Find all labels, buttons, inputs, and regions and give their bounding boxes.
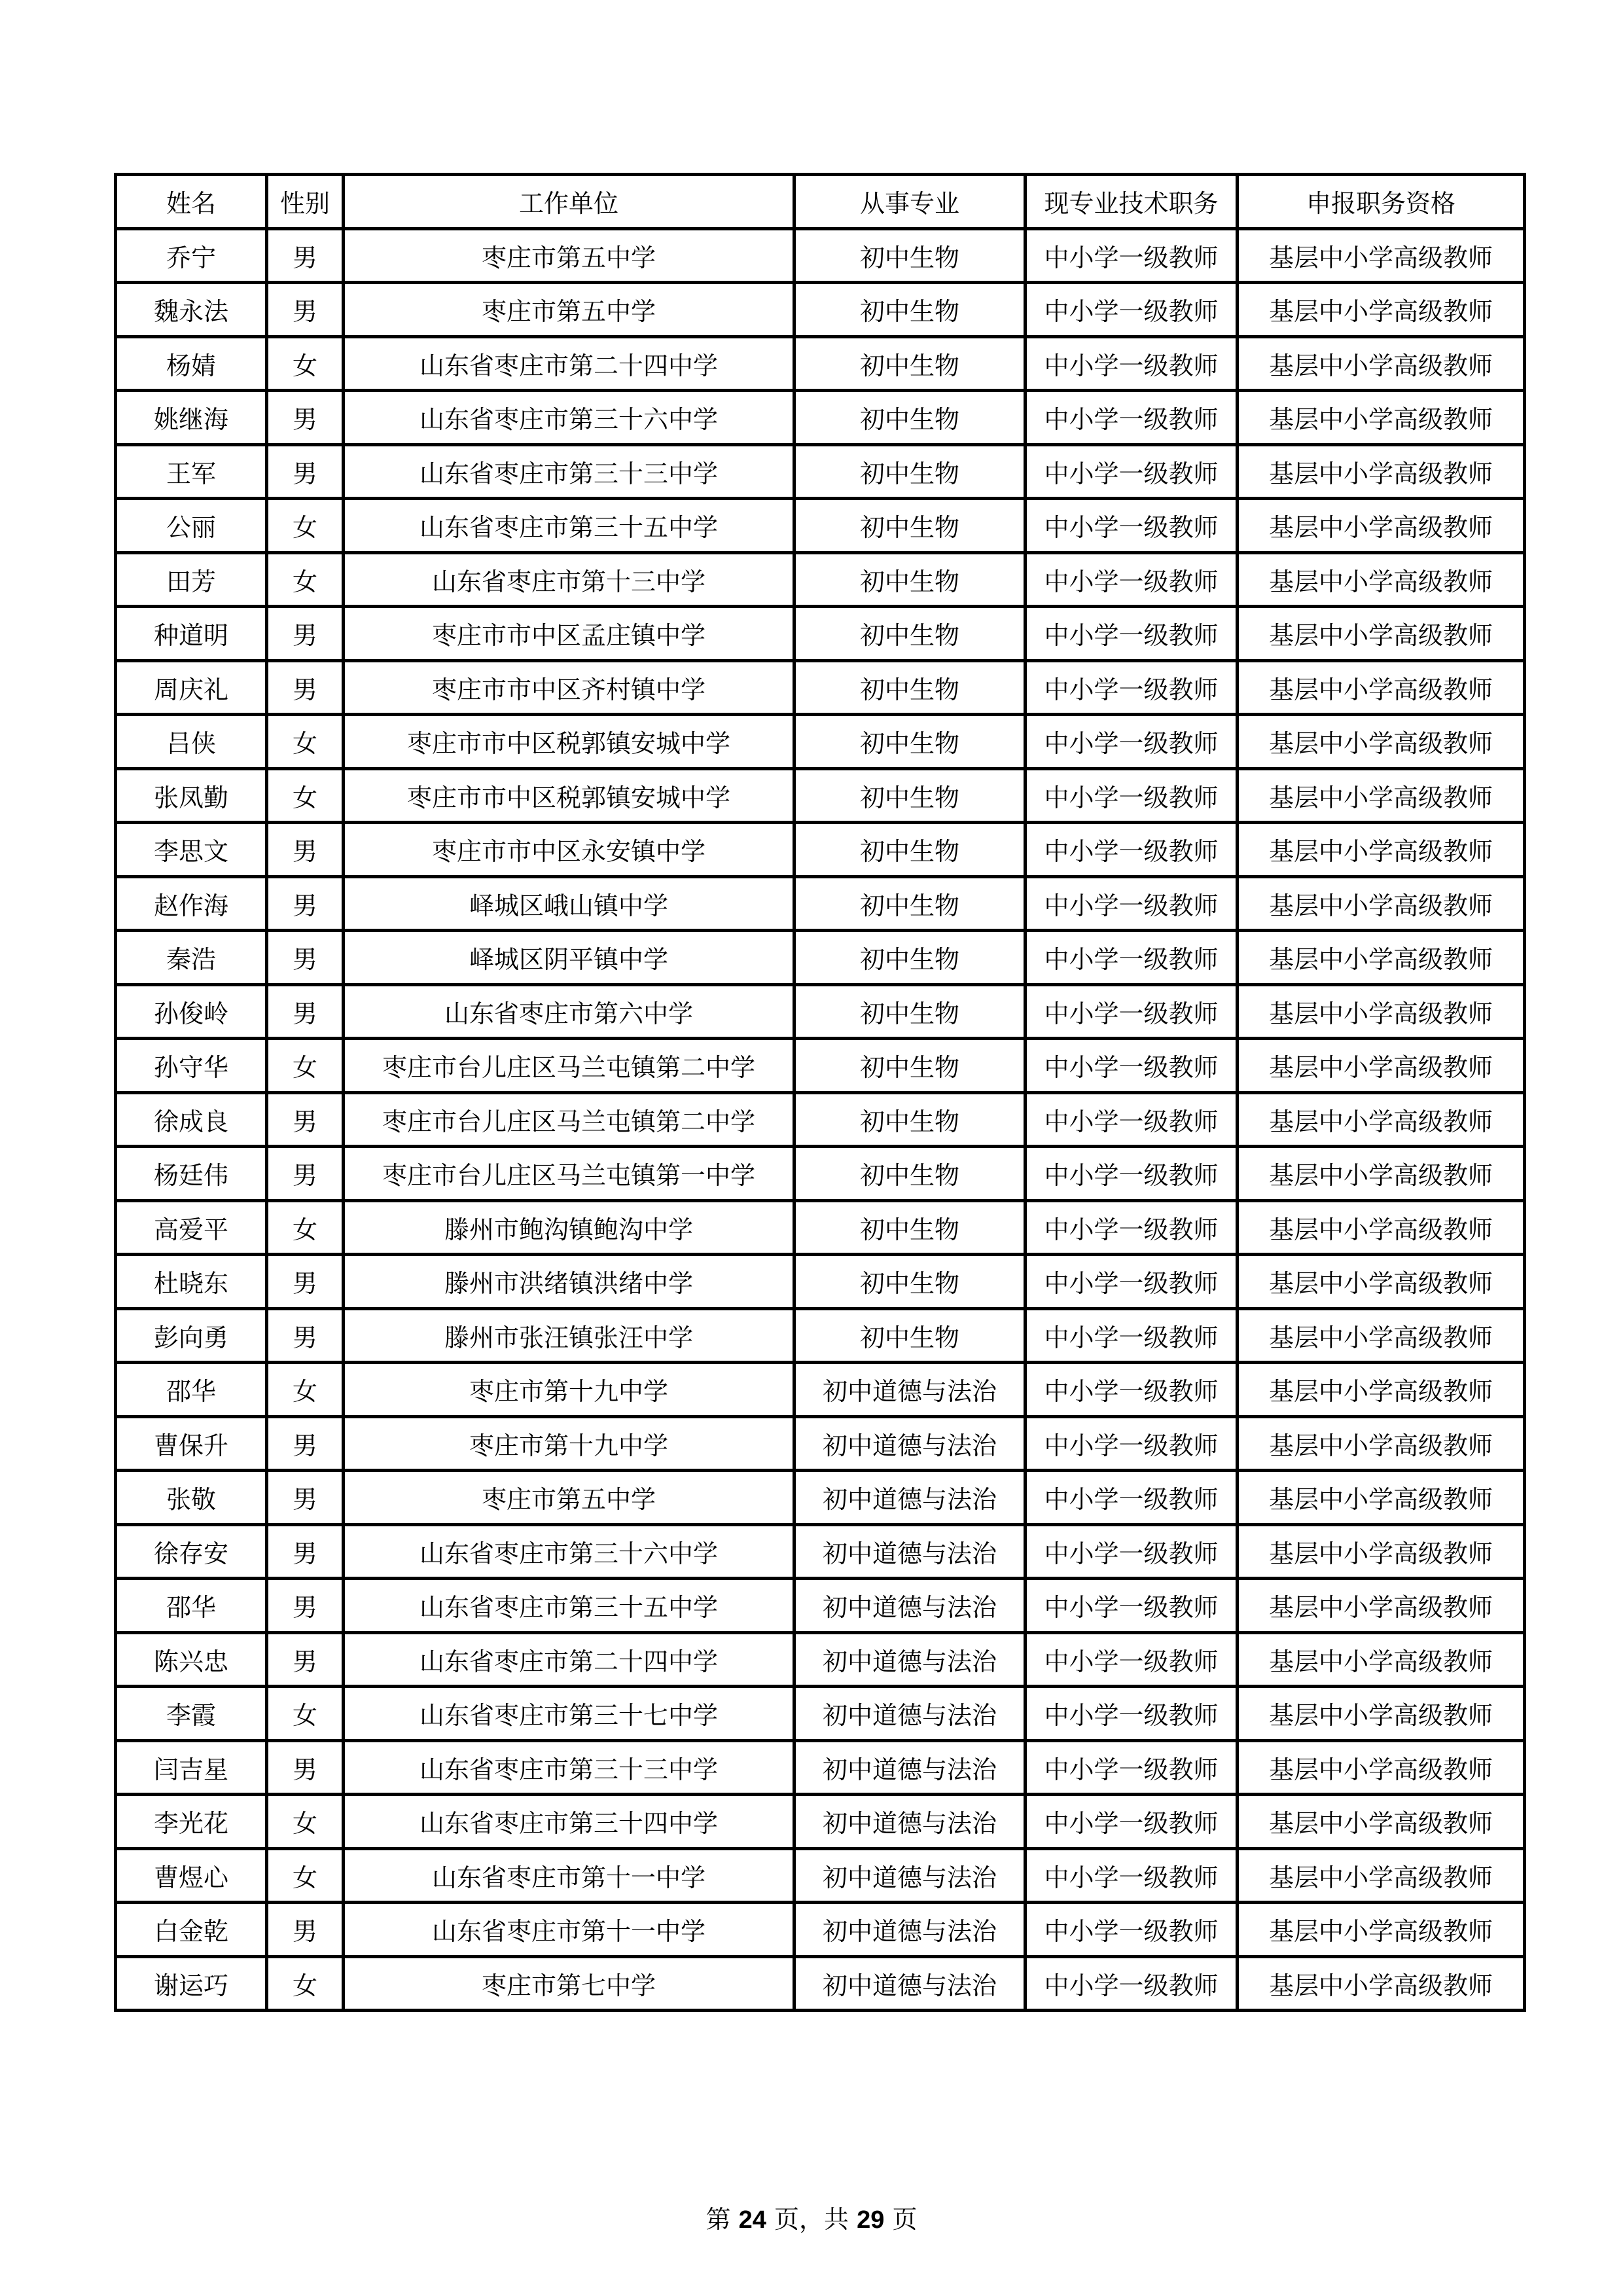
cell-name: 邵华: [116, 1363, 267, 1417]
table-row: [116, 1687, 1525, 1741]
header-specialty: 从事专业: [794, 175, 1026, 229]
footer-suffix: 页: [892, 2205, 918, 2234]
cell-gender: 女: [267, 1363, 344, 1417]
cell-applied-qualification: 基层中小学高级教师: [1238, 1363, 1525, 1417]
cell-gender: 女: [267, 1848, 344, 1903]
cell-current-title: 中小学一级教师: [1026, 1363, 1238, 1417]
table-row: [116, 552, 1525, 607]
page-footer: [0, 2199, 1623, 2235]
cell-current-title: 中小学一级教师: [1026, 499, 1238, 553]
cell-current-title: 中小学一级教师: [1026, 1308, 1238, 1363]
cell-work-unit: 山东省枣庄市第二十四中学: [344, 1632, 794, 1687]
table-row: [116, 1795, 1525, 1849]
cell-applied-qualification: 基层中小学高级教师: [1238, 1740, 1525, 1795]
cell-specialty: 初中道德与法治: [794, 1524, 1026, 1579]
cell-name: 杨婧: [116, 336, 267, 391]
cell-name: 周庆礼: [116, 660, 267, 715]
table-row: [116, 391, 1525, 445]
cell-current-title: 中小学一级教师: [1026, 1848, 1238, 1903]
cell-gender: 女: [267, 1200, 344, 1255]
cell-work-unit: 滕州市鲍沟镇鲍沟中学: [344, 1200, 794, 1255]
cell-applied-qualification: 基层中小学高级教师: [1238, 1147, 1525, 1201]
cell-name: 曹保升: [116, 1416, 267, 1471]
cell-specialty: 初中生物: [794, 552, 1026, 607]
cell-name: 种道明: [116, 607, 267, 661]
cell-name: 魏永法: [116, 283, 267, 337]
cell-applied-qualification: 基层中小学高级教师: [1238, 1579, 1525, 1633]
cell-name: 吕侠: [116, 715, 267, 769]
cell-applied-qualification: 基层中小学高级教师: [1238, 336, 1525, 391]
cell-work-unit: 枣庄市台儿庄区马兰屯镇第二中学: [344, 1039, 794, 1093]
cell-gender: 男: [267, 444, 344, 499]
table-row: [116, 1255, 1525, 1309]
table-row: [116, 336, 1525, 391]
cell-gender: 女: [267, 1956, 344, 2011]
cell-name: 邵华: [116, 1579, 267, 1633]
cell-name: 公丽: [116, 499, 267, 553]
cell-work-unit: 枣庄市市中区税郭镇安城中学: [344, 715, 794, 769]
cell-gender: 女: [267, 1795, 344, 1849]
cell-gender: 男: [267, 1524, 344, 1579]
cell-current-title: 中小学一级教师: [1026, 931, 1238, 985]
cell-name: 高爱平: [116, 1200, 267, 1255]
cell-work-unit: 山东省枣庄市第三十六中学: [344, 391, 794, 445]
cell-gender: 男: [267, 1092, 344, 1147]
cell-applied-qualification: 基层中小学高级教师: [1238, 283, 1525, 337]
cell-applied-qualification: 基层中小学高级教师: [1238, 984, 1525, 1039]
cell-current-title: 中小学一级教师: [1026, 715, 1238, 769]
cell-name: 陈兴忠: [116, 1632, 267, 1687]
cell-specialty: 初中生物: [794, 1039, 1026, 1093]
cell-current-title: 中小学一级教师: [1026, 1471, 1238, 1525]
cell-specialty: 初中道德与法治: [794, 1579, 1026, 1633]
cell-current-title: 中小学一级教师: [1026, 1092, 1238, 1147]
table-row: [116, 1147, 1525, 1201]
cell-work-unit: 山东省枣庄市第三十五中学: [344, 499, 794, 553]
cell-work-unit: 山东省枣庄市第三十六中学: [344, 1524, 794, 1579]
cell-specialty: 初中生物: [794, 876, 1026, 931]
cell-specialty: 初中道德与法治: [794, 1687, 1026, 1741]
cell-work-unit: 山东省枣庄市第十一中学: [344, 1903, 794, 1957]
cell-current-title: 中小学一级教师: [1026, 1416, 1238, 1471]
cell-work-unit: 山东省枣庄市第三十四中学: [344, 1795, 794, 1849]
cell-work-unit: 山东省枣庄市第十一中学: [344, 1848, 794, 1903]
cell-gender: 男: [267, 931, 344, 985]
cell-work-unit: 滕州市洪绪镇洪绪中学: [344, 1255, 794, 1309]
cell-specialty: 初中生物: [794, 607, 1026, 661]
cell-applied-qualification: 基层中小学高级教师: [1238, 1632, 1525, 1687]
cell-specialty: 初中生物: [794, 1147, 1026, 1201]
table-row: [116, 1848, 1525, 1903]
cell-current-title: 中小学一级教师: [1026, 1200, 1238, 1255]
cell-work-unit: 枣庄市市中区孟庄镇中学: [344, 607, 794, 661]
table-row: [116, 1308, 1525, 1363]
cell-work-unit: 枣庄市市中区税郭镇安城中学: [344, 768, 794, 823]
cell-applied-qualification: 基层中小学高级教师: [1238, 1956, 1525, 2011]
cell-applied-qualification: 基层中小学高级教师: [1238, 1524, 1525, 1579]
cell-specialty: 初中道德与法治: [794, 1740, 1026, 1795]
cell-gender: 男: [267, 1308, 344, 1363]
cell-name: 李光花: [116, 1795, 267, 1849]
cell-current-title: 中小学一级教师: [1026, 391, 1238, 445]
table-row: [116, 1363, 1525, 1417]
cell-current-title: 中小学一级教师: [1026, 607, 1238, 661]
cell-gender: 女: [267, 336, 344, 391]
cell-work-unit: 枣庄市第十九中学: [344, 1416, 794, 1471]
cell-specialty: 初中生物: [794, 499, 1026, 553]
cell-current-title: 中小学一级教师: [1026, 1687, 1238, 1741]
cell-specialty: 初中生物: [794, 444, 1026, 499]
table-row: [116, 283, 1525, 337]
cell-gender: 男: [267, 823, 344, 877]
cell-gender: 男: [267, 984, 344, 1039]
cell-current-title: 中小学一级教师: [1026, 768, 1238, 823]
cell-gender: 男: [267, 1740, 344, 1795]
cell-current-title: 中小学一级教师: [1026, 876, 1238, 931]
cell-gender: 男: [267, 1471, 344, 1525]
cell-name: 闫吉星: [116, 1740, 267, 1795]
cell-gender: 女: [267, 1687, 344, 1741]
cell-gender: 男: [267, 1147, 344, 1201]
cell-name: 曹煜心: [116, 1848, 267, 1903]
cell-specialty: 初中生物: [794, 1092, 1026, 1147]
cell-specialty: 初中生物: [794, 228, 1026, 283]
cell-current-title: 中小学一级教师: [1026, 1903, 1238, 1957]
header-name: 姓名: [116, 175, 267, 229]
table-row: [116, 1471, 1525, 1525]
cell-work-unit: 山东省枣庄市第六中学: [344, 984, 794, 1039]
cell-name: 徐存安: [116, 1524, 267, 1579]
cell-applied-qualification: 基层中小学高级教师: [1238, 552, 1525, 607]
cell-name: 赵作海: [116, 876, 267, 931]
cell-applied-qualification: 基层中小学高级教师: [1238, 1092, 1525, 1147]
cell-applied-qualification: 基层中小学高级教师: [1238, 1903, 1525, 1957]
cell-applied-qualification: 基层中小学高级教师: [1238, 876, 1525, 931]
cell-name: 徐成良: [116, 1092, 267, 1147]
cell-name: 张凤勤: [116, 768, 267, 823]
table-row: [116, 607, 1525, 661]
cell-gender: 男: [267, 1632, 344, 1687]
cell-specialty: 初中道德与法治: [794, 1632, 1026, 1687]
cell-applied-qualification: 基层中小学高级教师: [1238, 499, 1525, 553]
table-row: [116, 1956, 1525, 2011]
cell-name: 孙俊岭: [116, 984, 267, 1039]
cell-work-unit: 枣庄市第七中学: [344, 1956, 794, 2011]
cell-work-unit: 枣庄市市中区齐村镇中学: [344, 660, 794, 715]
cell-work-unit: 枣庄市市中区永安镇中学: [344, 823, 794, 877]
cell-name: 张敬: [116, 1471, 267, 1525]
table-row: [116, 1039, 1525, 1093]
cell-applied-qualification: 基层中小学高级教师: [1238, 1039, 1525, 1093]
cell-gender: 女: [267, 768, 344, 823]
cell-current-title: 中小学一级教师: [1026, 1255, 1238, 1309]
cell-specialty: 初中生物: [794, 283, 1026, 337]
cell-current-title: 中小学一级教师: [1026, 1147, 1238, 1201]
cell-specialty: 初中道德与法治: [794, 1848, 1026, 1903]
cell-applied-qualification: 基层中小学高级教师: [1238, 228, 1525, 283]
cell-name: 谢运巧: [116, 1956, 267, 2011]
table-row: [116, 823, 1525, 877]
cell-applied-qualification: 基层中小学高级教师: [1238, 660, 1525, 715]
cell-applied-qualification: 基层中小学高级教师: [1238, 768, 1525, 823]
cell-specialty: 初中生物: [794, 336, 1026, 391]
cell-current-title: 中小学一级教师: [1026, 823, 1238, 877]
cell-current-title: 中小学一级教师: [1026, 283, 1238, 337]
table-row: [116, 984, 1525, 1039]
cell-specialty: 初中生物: [794, 391, 1026, 445]
cell-work-unit: 山东省枣庄市第三十七中学: [344, 1687, 794, 1741]
header-applied-qualification: 申报职务资格: [1238, 175, 1525, 229]
cell-applied-qualification: 基层中小学高级教师: [1238, 1848, 1525, 1903]
table-row: [116, 1903, 1525, 1957]
cell-current-title: 中小学一级教师: [1026, 1579, 1238, 1633]
cell-name: 杨廷伟: [116, 1147, 267, 1201]
cell-work-unit: 枣庄市第五中学: [344, 228, 794, 283]
cell-applied-qualification: 基层中小学高级教师: [1238, 715, 1525, 769]
cell-name: 姚继海: [116, 391, 267, 445]
table-row: [116, 931, 1525, 985]
cell-current-title: 中小学一级教师: [1026, 1039, 1238, 1093]
cell-work-unit: 枣庄市第五中学: [344, 283, 794, 337]
cell-specialty: 初中生物: [794, 660, 1026, 715]
table-row: [116, 1524, 1525, 1579]
current-page-number: 24: [738, 2206, 766, 2234]
cell-specialty: 初中生物: [794, 1255, 1026, 1309]
cell-specialty: 初中道德与法治: [794, 1471, 1026, 1525]
cell-specialty: 初中生物: [794, 768, 1026, 823]
cell-current-title: 中小学一级教师: [1026, 336, 1238, 391]
cell-work-unit: 山东省枣庄市第二十四中学: [344, 336, 794, 391]
cell-gender: 男: [267, 1903, 344, 1957]
cell-gender: 男: [267, 1255, 344, 1309]
cell-applied-qualification: 基层中小学高级教师: [1238, 1200, 1525, 1255]
cell-specialty: 初中生物: [794, 1200, 1026, 1255]
cell-name: 彭向勇: [116, 1308, 267, 1363]
cell-work-unit: 山东省枣庄市第三十三中学: [344, 1740, 794, 1795]
cell-current-title: 中小学一级教师: [1026, 444, 1238, 499]
table-row: [116, 228, 1525, 283]
footer-middle: 页，共: [774, 2205, 849, 2234]
cell-specialty: 初中道德与法治: [794, 1903, 1026, 1957]
cell-name: 王军: [116, 444, 267, 499]
cell-gender: 女: [267, 1039, 344, 1093]
footer-prefix: 第: [705, 2205, 731, 2234]
cell-specialty: 初中生物: [794, 823, 1026, 877]
cell-gender: 男: [267, 876, 344, 931]
cell-work-unit: 枣庄市第五中学: [344, 1471, 794, 1525]
cell-name: 田芳: [116, 552, 267, 607]
cell-gender: 男: [267, 660, 344, 715]
cell-specialty: 初中道德与法治: [794, 1956, 1026, 2011]
cell-name: 李思文: [116, 823, 267, 877]
cell-applied-qualification: 基层中小学高级教师: [1238, 1308, 1525, 1363]
applicant-table: [114, 173, 1526, 2012]
table-row: [116, 1416, 1525, 1471]
cell-specialty: 初中道德与法治: [794, 1795, 1026, 1849]
cell-gender: 男: [267, 283, 344, 337]
header-work-unit: 工作单位: [344, 175, 794, 229]
cell-applied-qualification: 基层中小学高级教师: [1238, 1416, 1525, 1471]
table-row: [116, 768, 1525, 823]
cell-work-unit: 峄城区峨山镇中学: [344, 876, 794, 931]
cell-work-unit: 山东省枣庄市第十三中学: [344, 552, 794, 607]
cell-name: 乔宁: [116, 228, 267, 283]
cell-current-title: 中小学一级教师: [1026, 984, 1238, 1039]
header-current-title: 现专业技术职务: [1026, 175, 1238, 229]
cell-work-unit: 山东省枣庄市第三十五中学: [344, 1579, 794, 1633]
table-row: [116, 1579, 1525, 1633]
total-pages-number: 29: [857, 2206, 885, 2234]
cell-gender: 男: [267, 391, 344, 445]
cell-applied-qualification: 基层中小学高级教师: [1238, 1255, 1525, 1309]
cell-current-title: 中小学一级教师: [1026, 1956, 1238, 2011]
cell-gender: 男: [267, 1416, 344, 1471]
table-row: [116, 1200, 1525, 1255]
cell-name: 白金乾: [116, 1903, 267, 1957]
cell-applied-qualification: 基层中小学高级教师: [1238, 931, 1525, 985]
table-row: [116, 876, 1525, 931]
cell-current-title: 中小学一级教师: [1026, 1524, 1238, 1579]
cell-current-title: 中小学一级教师: [1026, 660, 1238, 715]
cell-specialty: 初中道德与法治: [794, 1416, 1026, 1471]
cell-current-title: 中小学一级教师: [1026, 552, 1238, 607]
cell-applied-qualification: 基层中小学高级教师: [1238, 391, 1525, 445]
cell-applied-qualification: 基层中小学高级教师: [1238, 444, 1525, 499]
table-header-row: [116, 175, 1525, 229]
cell-work-unit: 枣庄市台儿庄区马兰屯镇第二中学: [344, 1092, 794, 1147]
cell-work-unit: 枣庄市台儿庄区马兰屯镇第一中学: [344, 1147, 794, 1201]
cell-gender: 男: [267, 228, 344, 283]
cell-gender: 男: [267, 607, 344, 661]
cell-gender: 女: [267, 552, 344, 607]
table-row: [116, 1740, 1525, 1795]
cell-applied-qualification: 基层中小学高级教师: [1238, 1471, 1525, 1525]
cell-work-unit: 滕州市张汪镇张汪中学: [344, 1308, 794, 1363]
cell-specialty: 初中道德与法治: [794, 1363, 1026, 1417]
cell-name: 秦浩: [116, 931, 267, 985]
cell-current-title: 中小学一级教师: [1026, 1795, 1238, 1849]
cell-gender: 男: [267, 1579, 344, 1633]
cell-name: 杜晓东: [116, 1255, 267, 1309]
cell-name: 孙守华: [116, 1039, 267, 1093]
table-row: [116, 715, 1525, 769]
cell-name: 李霞: [116, 1687, 267, 1741]
table-row: [116, 1632, 1525, 1687]
table-body: [116, 228, 1525, 2011]
cell-current-title: 中小学一级教师: [1026, 1740, 1238, 1795]
cell-specialty: 初中生物: [794, 931, 1026, 985]
table-row: [116, 1092, 1525, 1147]
cell-current-title: 中小学一级教师: [1026, 1632, 1238, 1687]
cell-work-unit: 峄城区阴平镇中学: [344, 931, 794, 985]
cell-specialty: 初中生物: [794, 984, 1026, 1039]
cell-work-unit: 枣庄市第十九中学: [344, 1363, 794, 1417]
cell-applied-qualification: 基层中小学高级教师: [1238, 823, 1525, 877]
table-row: [116, 444, 1525, 499]
table-row: [116, 660, 1525, 715]
cell-work-unit: 山东省枣庄市第三十三中学: [344, 444, 794, 499]
cell-gender: 女: [267, 715, 344, 769]
table-row: [116, 499, 1525, 553]
cell-applied-qualification: 基层中小学高级教师: [1238, 1795, 1525, 1849]
header-gender: 性别: [267, 175, 344, 229]
cell-applied-qualification: 基层中小学高级教师: [1238, 607, 1525, 661]
cell-specialty: 初中生物: [794, 715, 1026, 769]
cell-applied-qualification: 基层中小学高级教师: [1238, 1687, 1525, 1741]
cell-specialty: 初中生物: [794, 1308, 1026, 1363]
cell-current-title: 中小学一级教师: [1026, 228, 1238, 283]
cell-gender: 女: [267, 499, 344, 553]
